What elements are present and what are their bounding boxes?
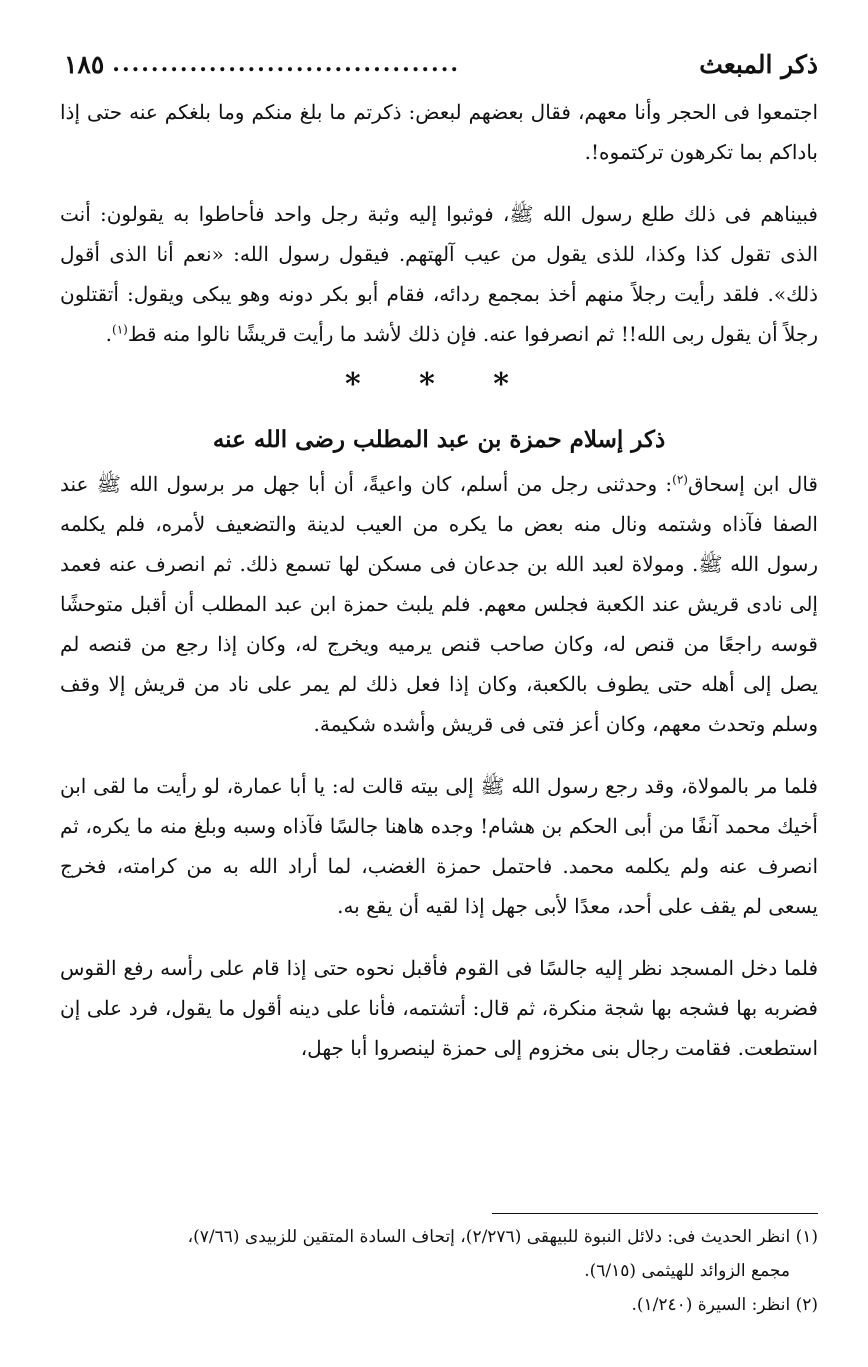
page-body bbox=[60, 92, 818, 1068]
footnote-divider bbox=[492, 1213, 818, 1214]
paragraph bbox=[60, 194, 818, 354]
paragraph: فلما مر بالمولاة، وقد رجع رسول الله ﷺ إلى بيته قالت له: يا أبا عمارة، لو رأيت ما لقى ابن أخيك محمد آنفًا من أبى الحكم بن هشام! وجده هاهنا جالسًا فآذاه وسبه وبلغ منه ما يكره، ثم انصرف عنه ولم يكلمه محمد. فاحتمل حمزة الغضب، لما أراد الله به من كرامته، فخرج يسعى لم يقف على أحد، معدًا لأبى جهل إذا لقيه أن يقع به. bbox=[60, 774, 818, 918]
running-header bbox=[64, 44, 818, 84]
paragraph: اجتمعوا فى الحجر وأنا معهم، فقال بعضهم لبعض: ذكرتم ما بلغ منكم وما بلغكم عنه حتى إذا باداكم بما تكرهون تركتموه!. bbox=[60, 100, 818, 164]
chapter-title: ذكر المبعث bbox=[699, 49, 818, 79]
footnote-ref-1[interactable]: (١) bbox=[112, 322, 128, 337]
section-title: ذكر إسلام حمزة بن عبد المطلب رضى الله عنه bbox=[212, 426, 666, 453]
footnote-ref-2[interactable]: (٢) bbox=[672, 472, 688, 487]
paragraph-end: . bbox=[105, 322, 113, 346]
paragraph bbox=[60, 464, 818, 744]
footnote-2: (٢) انظر: السيرة (١/٢٤٠). bbox=[631, 1295, 818, 1315]
paragraph-gap bbox=[60, 744, 818, 766]
section-separator: * * * bbox=[345, 367, 533, 402]
paragraph-gap bbox=[60, 172, 818, 194]
footnote-1-line-1: (١) انظر الحديث فى: دلائل النبوة للبيهقى (٢/٢٧٦)، إتحاف السادة المتقين للزبيدى (٧/٦٦)، bbox=[187, 1227, 818, 1247]
paragraph: فلما دخل المسجد نظر إليه جالسًا فى القوم فأقبل نحوه حتى إذا قام على رأسه رفع القوس فضربه بها فشجه بها شجة منكرة، ثم قال: أتشتمه، فأنا على دينه أقول ما يقول، فرد على إن استطعت. فقامت رجال بنى مخزوم إلى حمزة لينصروا أبا جهل، bbox=[60, 956, 818, 1060]
paragraph-text: فبيناهم فى ذلك طلع رسول الله ﷺ، فوثبوا إليه وثبة رجل واحد فأحاطوا به يقولون: أنت الذى تقول كذا وكذا، للذى يقول من عيب آلهتهم. فيقول رسول الله: «نعم أنا الذى أقول ذلك». فلقد رأيت رجلاً منهم أخذ بمجمع ردائه، فقام أبو بكر دونه وهو يبكى ويقول: أتقتلون رجلاً أن يقول ربى الله!! ثم انصرفوا عنه. فإن ذلك لأشد ما رأيت قريشًا نالوا منه قط bbox=[60, 202, 818, 346]
leader-dots: .................................... bbox=[112, 51, 461, 77]
paragraph-lead: قال ابن إسحاق bbox=[687, 472, 818, 496]
footnote-1-line-2: مجمع الزوائد للهيثمى (٦/١٥). bbox=[584, 1261, 790, 1281]
page-number: ١٨٥ bbox=[64, 49, 105, 79]
footnotes bbox=[60, 1220, 818, 1322]
paragraph-text: : وحدثنى رجل من أسلم، كان واعيةً، أن أبا جهل مر برسول الله ﷺ عند الصفا فآذاه وشتمه ونال منه بعض ما يكره من العيب لدينة والتضعيف لأمره، فلم يكلمه رسول الله ﷺ. ومولاة لعبد الله بن جدعان فى مسكن لها تسمع ذلك. ثم انصرف عنه فعمد إلى نادى قريش عند الكعبة فجلس معهم. فلم يلبث حمزة ابن عبد المطلب أن أقبل متوحشًا قوسه راجعًا من قنص له، وكان صاحب قنص يرميه ويخرج له، وكان إذا رجع من قنصه لم يصل إلى أهله حتى يطوف بالكعبة، وكان إذا فعل ذلك لم يمر على ناد من قريش إلا وقف وسلم وتحدث معهم، وكان أعز فتى فى قريش وأشده شكيمة. bbox=[60, 472, 818, 736]
paragraph-gap bbox=[60, 926, 818, 948]
